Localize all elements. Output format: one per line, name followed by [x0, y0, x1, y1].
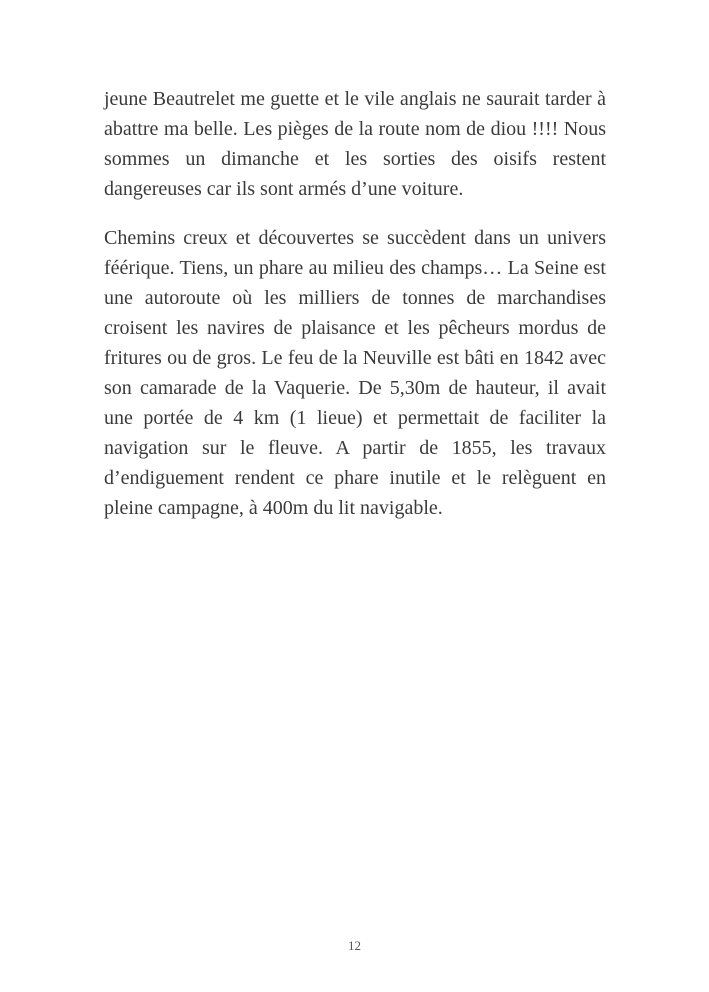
- body-text: [104, 84, 606, 523]
- paragraph: jeune Beautrelet me guette et le vile anglais ne saurait tarder à abattre ma belle. Les pièges de la route nom de diou !!!! Nous sommes un dimanche et les sorties des oisifs restent dangereuses car ils sont armés d’une voiture.: [104, 88, 606, 200]
- paragraph: Chemins creux et découvertes se succèdent dans un univers féérique. Tiens, un phare au milieu des champs… La Seine est une autoroute où les milliers de tonnes de marchandises croisent les navires de plaisance et les pêcheurs mordus de fritures ou de gros. Le feu de la Neuville est bâti en 1842 avec son camarade de la Vaquerie. De 5,30m de hauteur, il avait une portée de 4 km (1 lieue) et permettait de faciliter la navigation sur le fleuve. A partir de 1855, les travaux d’endiguement rendent ce phare inutile et le relèguent en pleine campagne, à 400m du lit navigable.: [104, 227, 606, 519]
- page-number: 12: [348, 938, 361, 953]
